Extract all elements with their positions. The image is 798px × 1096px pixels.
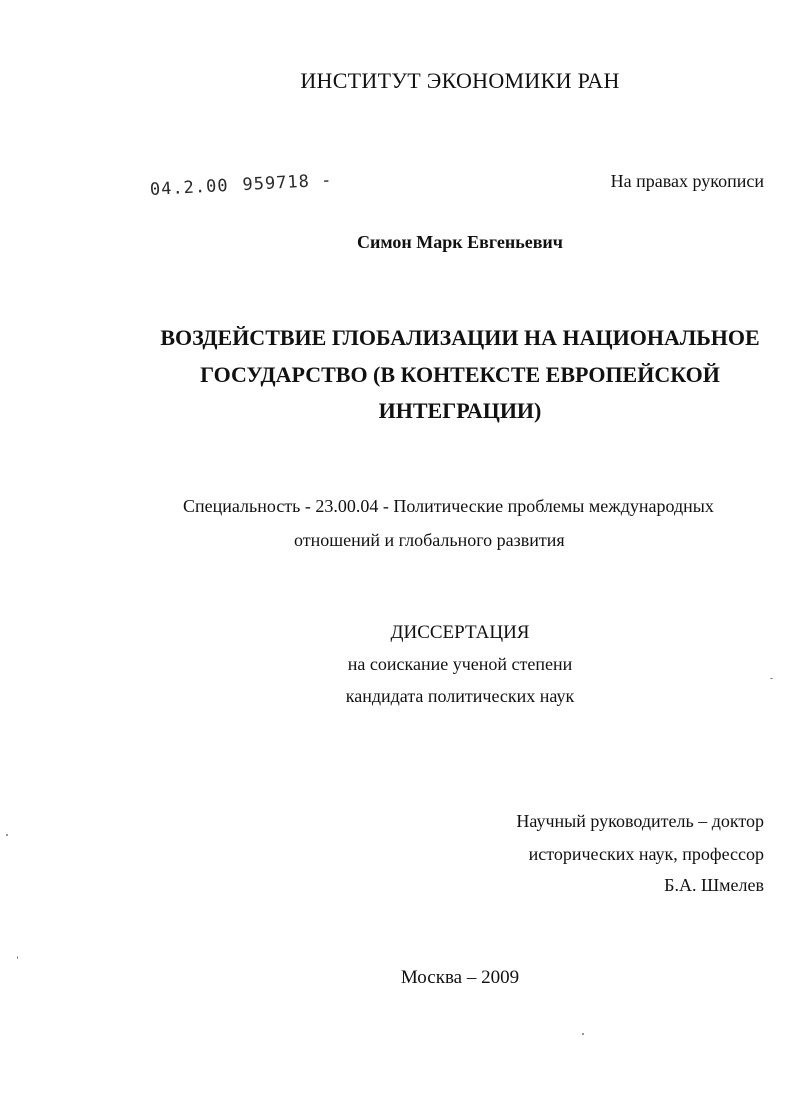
city-year: Москва – 2009 xyxy=(400,967,520,988)
specialty-line: Специальность - 23.00.04 - Политические проблемы международных xyxy=(183,496,714,516)
specialty-line: отношений и глобального развития xyxy=(294,530,565,550)
manuscript-rights-note: На правах рукописи xyxy=(610,171,764,191)
advisor-line: исторических наук, профессор xyxy=(528,844,764,864)
dissertation-title-line: ИНТЕГРАЦИИ) xyxy=(378,398,542,423)
scan-speck xyxy=(770,678,773,679)
author-name: Симон Марк Евгеньевич xyxy=(357,232,563,252)
stamp-date: 04.2.00 xyxy=(149,175,230,200)
dissertation-heading: ДИССЕРТАЦИЯ xyxy=(390,622,530,643)
institute-name: ИНСТИТУТ ЭКОНОМИКИ РАН xyxy=(300,68,620,93)
dissertation-title-line: ГОСУДАРСТВО (В КОНТЕКСТЕ ЕВРОПЕЙСКОЙ xyxy=(200,362,720,387)
scan-speck xyxy=(6,834,8,836)
registration-stamp xyxy=(149,170,332,200)
scan-speck xyxy=(582,1033,584,1035)
scan-speck xyxy=(17,956,18,959)
degree-name: кандидата политических наук xyxy=(345,686,575,706)
stamp-number: 959718 - xyxy=(242,170,333,196)
degree-purpose: на соискание ученой степени xyxy=(347,654,573,674)
advisor-line: Научный руководитель – доктор xyxy=(516,811,764,831)
dissertation-title-line: ВОЗДЕЙСТВИЕ ГЛОБАЛИЗАЦИИ НА НАЦИОНАЛЬНОЕ xyxy=(160,325,760,350)
advisor-name: Б.А. Шмелев xyxy=(664,875,764,895)
